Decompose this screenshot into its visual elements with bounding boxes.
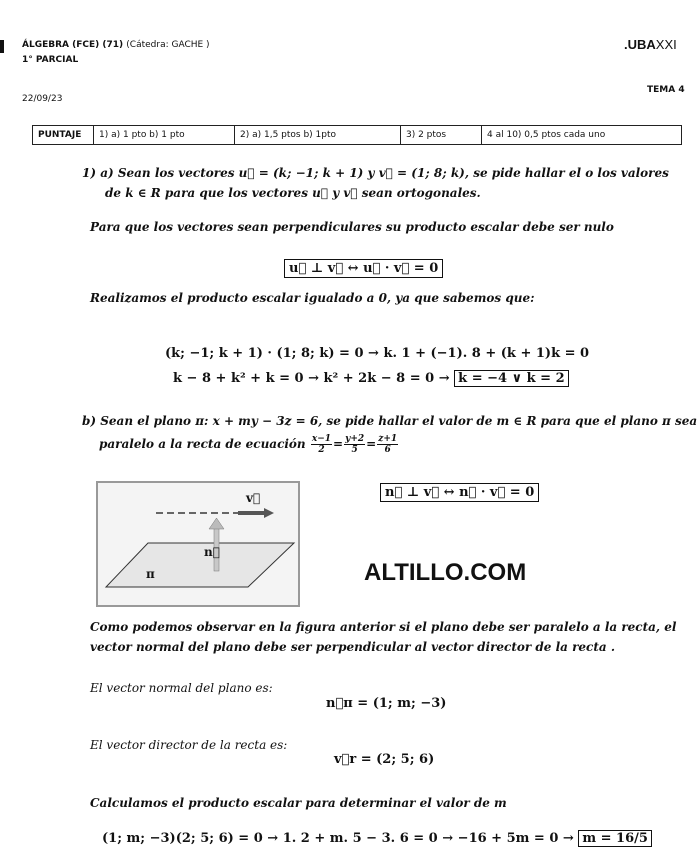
q1a-statement-line1: 1) a) Sean los vectores u⃗ = (k; −1; k + 1) y v⃗ = (1; 8; k), se pide hallar el o los valores (82, 166, 669, 180)
final-equation (102, 830, 652, 847)
fraction-y (344, 434, 365, 455)
q1a-equation-2-main: k − 8 + k² + k = 0 → k² + 2k − 8 = 0 → (173, 371, 450, 386)
director-arrow-head (264, 508, 274, 518)
score-cell: PUNTAJE (33, 126, 94, 145)
director-vector-label: El vector director de la recta es: (90, 738, 288, 752)
catedra-label: (Cátedra: GACHE ) (126, 40, 210, 50)
fraction-y-den: 5 (351, 445, 358, 455)
equals-sign: = (366, 437, 377, 451)
tema-label: TEMA 4 (647, 85, 685, 95)
uba-logo-suffix: XXI (655, 37, 677, 52)
fraction-y-num: y+2 (345, 434, 365, 444)
q1b-statement-line2 (99, 434, 399, 455)
q1a-condition-box: u⃗ ⊥ v⃗ ↔ u⃗ · v⃗ = 0 (284, 259, 443, 278)
q1a-statement-line2: de k ∈ R para que los vectores u⃗ y v⃗ sean ortogonales. (105, 186, 481, 200)
score-cell: 2) a) 1,5 ptos b) 1pto (235, 126, 401, 145)
q1a-result-box: k = −4 ∨ k = 2 (454, 370, 569, 387)
observation-line2: vector normal del plano debe ser perpendicular al vector director de la recta . (90, 640, 616, 654)
q1b-condition-box: n⃗ ⊥ v⃗ ↔ n⃗ · v⃗ = 0 (380, 483, 539, 502)
score-cell: 4 al 10) 0,5 ptos cada uno (482, 126, 682, 145)
plane-vector-figure (96, 481, 300, 607)
exam-label: 1° PARCIAL (22, 55, 79, 65)
uba-logo (624, 37, 677, 53)
figure-label-n: n⃗ (204, 545, 220, 559)
equals-sign: = (333, 437, 344, 451)
score-cell: 3) 2 ptos (401, 126, 482, 145)
q1a-equation-1: (k; −1; k + 1) · (1; 8; k) = 0 → k. 1 + (−1). 8 + (k + 1)k = 0 (165, 346, 590, 361)
q1a-note: Para que los vectores sean perpendiculares su producto escalar debe ser nulo (90, 220, 614, 234)
q1a-equation-2 (173, 370, 569, 387)
final-equation-main: (1; m; −3)(2; 5; 6) = 0 → 1. 2 + m. 5 − 3. 6 = 0 → −16 + 5m = 0 → (102, 831, 574, 846)
plane-shape (106, 543, 294, 587)
exam-date: 22/09/23 (22, 94, 63, 104)
fraction-x-num: x−1 (311, 434, 332, 444)
q1b-condition (380, 483, 539, 502)
uba-logo-main: .UBA (624, 37, 656, 52)
observation-line1: Como podemos observar en la figura anterior si el plano debe ser paralelo a la recta, el (90, 620, 677, 634)
figure-label-pi: π (146, 567, 155, 581)
normal-vector-label: El vector normal del plano es: (90, 681, 273, 695)
q1b-statement-line1: b) Sean el plano π: x + my − 3z = 6, se pide hallar el valor de m ∈ R para que el plano π sea (82, 414, 698, 428)
director-vector-equation: v⃗r = (2; 5; 6) (334, 752, 435, 767)
course-name: ÁLGEBRA (FCE) (71) (22, 40, 124, 50)
normal-arrow-head (209, 518, 224, 529)
final-result-box: m = 16/5 (578, 830, 652, 847)
fraction-z-num: z+1 (378, 434, 398, 444)
score-table (32, 125, 682, 145)
fraction-z (377, 434, 398, 455)
normal-vector-equation: n⃗π = (1; m; −3) (326, 696, 447, 711)
fraction-z-den: 6 (384, 445, 391, 455)
figure-label-v: v⃗ (246, 491, 261, 505)
q1b-line2-text: paralelo a la recta de ecuación (99, 437, 306, 451)
calc-label: Calculamos el producto escalar para determinar el valor de m (90, 796, 507, 810)
score-cell: 1) a) 1 pto b) 1 pto (94, 126, 235, 145)
fraction-x-den: 2 (318, 445, 325, 455)
course-title (22, 40, 210, 50)
altillo-watermark: ALTILLO.COM (364, 559, 527, 586)
q1a-realize: Realizamos el producto escalar igualado a 0, ya que sabemos que: (90, 291, 535, 305)
q1a-condition (284, 259, 443, 278)
score-row (33, 126, 682, 145)
margin-marker (0, 40, 4, 53)
plane-vector-illustration (98, 483, 298, 605)
fraction-x (311, 434, 332, 455)
